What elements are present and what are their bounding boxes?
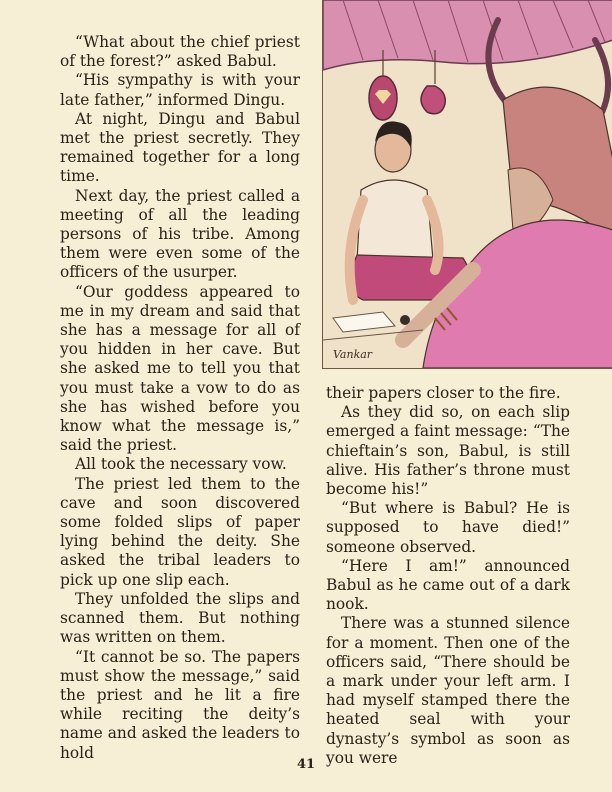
artist-signature: Vankar (333, 348, 373, 361)
paragraph: They unfolded the slips and scanned them. But nothing was written on them. (60, 589, 300, 647)
paragraph: “What about the chief priest of the forest?” asked Babul. (60, 33, 300, 71)
paragraph: “Our goddess appeared to me in my dream and said that she has a message for all of you hidden in her cave. But she asked me to tell you that you must take a vow to do as she has wished before you know what the message is,” said the priest. (60, 282, 300, 455)
paragraph: As they did so, on each slip emerged a faint message: “The chieftain’s son, Babul, is still alive. His father’s throne must become his!” (326, 403, 570, 499)
paragraph: “His sympathy is with your late father,” informed Dingu. (60, 71, 300, 109)
paragraph: There was a stunned silence for a moment. Then one of the officers said, “There should be a mark under your left arm. I had myself stamped there the heated seal with your dynasty’s symbol as soon as you were (326, 614, 570, 767)
right-text-column (326, 384, 570, 768)
page-number: 41 (296, 757, 316, 772)
illustration-drawing (323, 0, 612, 368)
story-illustration (322, 0, 612, 369)
paragraph: At night, Dingu and Babul met the priest secretly. They remained together for a long time. (60, 109, 300, 186)
paragraph: The priest led them to the cave and soon discovered some folded slips of paper lying behind the deity. She asked the tribal leaders to pick up one slip each. (60, 474, 300, 589)
paragraph: Next day, the priest called a meeting of all the leading persons of his tribe. Among them were even some of the officers of the usurper. (60, 186, 300, 282)
paragraph: “Here I am!” announced Babul as he came out of a dark nook. (326, 556, 570, 614)
left-text-column (60, 33, 300, 763)
paragraph: “But where is Babul? He is supposed to have died!” someone observed. (326, 499, 570, 556)
paragraph: All took the necessary vow. (75, 455, 287, 474)
paragraph: “It cannot be so. The papers must show the message,” said the priest and he lit a fire while reciting the deity’s name and asked the leaders to hold (60, 647, 300, 762)
paragraph: their papers closer to the fire. (326, 384, 561, 402)
